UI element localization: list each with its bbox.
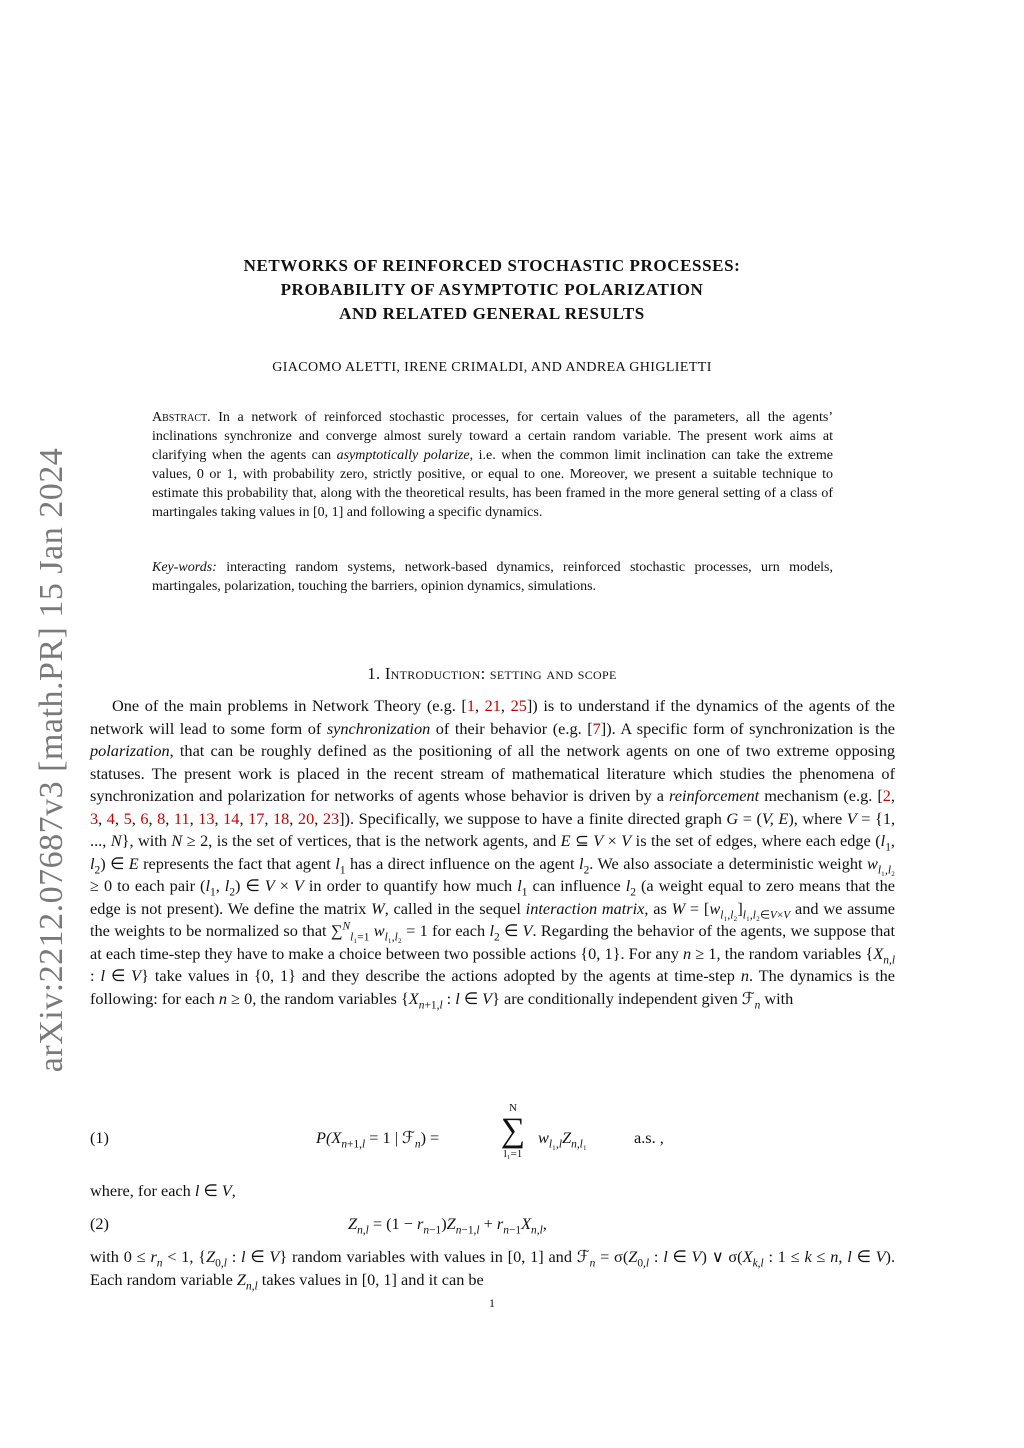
title-line-3: AND RELATED GENERAL RESULTS — [339, 304, 645, 323]
equation-2 — [90, 1212, 895, 1238]
citation-link[interactable]: 5 — [123, 808, 132, 828]
citation-link[interactable]: 11 — [173, 808, 190, 828]
citation-link[interactable]: 25 — [510, 696, 527, 715]
keywords-label: Key-words: — [152, 560, 217, 575]
title-line-1: NETWORKS OF REINFORCED STOCHASTIC PROCESSES: — [243, 256, 741, 275]
where-text: where, for each — [90, 1181, 191, 1200]
citation-link[interactable]: 2 — [882, 786, 891, 805]
where-line: where, for each l ∈ V, — [90, 1181, 236, 1200]
arxiv-sidebar-stamp — [30, 440, 74, 1080]
summation-sign: N ∑ l₁=1 — [493, 1102, 533, 1160]
citation-link[interactable]: 18 — [273, 808, 290, 828]
citation-link[interactable]: 8 — [157, 808, 166, 828]
closing-paragraph: with $0 \le r_n < 1$, {$Z_{0,l}$ : l ∈ V} random variables with values in [0, 1] and ℱ$_n$ = $\sigma(Z_{0,l}$ : l ∈ V) ∨ $\sigma(X_{k,l}$ : 1 ≤ k ≤ n, l ∈ V). Each random variable $Z_{n,l}$ takes values in [0, 1] and it can be — [90, 1247, 896, 1292]
section-title: Introduction: setting and scope — [384, 664, 617, 683]
citation-link[interactable]: 4 — [106, 808, 115, 828]
author-list: GIACOMO ALETTI, IRENE CRIMALDI, AND ANDREA GHIGLIETTI — [272, 360, 712, 375]
equation-1-rhs: $w_{l_1,l}Z_{n,l_1}$ — [538, 1128, 587, 1151]
abstract-text-2: , i.e. when the common limit inclination can take the extreme values, 0 or 1, with probability zero, strictly positive, or equal to one. Moreover, we present a suitable technique to estimate this probability that, along with the theoretical results, has been framed in the more general setting of a class of martingales taking values in [0, 1] and following a specific dynamics. — [152, 448, 833, 520]
intro-paragraph — [90, 695, 895, 1010]
equation-1-as: a.s. , — [634, 1128, 664, 1147]
intro-text: One of the main problems in Network Theory (e.g. [1, 21, 25]) is to understand if the dynamics of the agents of the network will lead to some form of synchronization of their behavior (e.g. [7]). A specific form of synchronization is the polarization, that can be roughly defined as the positioning of all the network agents on one of two extreme opposing statuses. The present work is placed in the recent stream of mathematical literature which studies the phenomena of synchronization and polarization for networks of agents whose behavior is driven by a reinforcement mechanism (e.g. [2, 3, 4, 5, 6, 8, 11, 13, 14, 17, 18, 20, 23]). Specifically, we suppose to have a finite directed graph G = (V, E), where V = {1, ..., N}, with N ≥ 2, is the set of vertices, that is the network agents, and E ⊆ V × V is the set of edges, where each edge ($l_1$, $l_2$) ∈ E represents the fact that agent $l_1$ has a direct influence on the agent $l_2$. We also associate a deterministic weight $w_{l_1,l_2} \ge 0$ to each pair ($l_1$, $l_2$) ∈ V × V in order to quantify how much $l_1$ can influence $l_2$ (a weight equal to zero means that the edge is not present). We define the matrix W, called in the sequel interaction matrix, as $W = [w_{l_1,l_2}]_{l_1,l_2\in V\times V}$ and we assume the weights to be normalized so that ∑$^N_{l_1=1}$ $w_{l_1,l_2} = 1$ for each $l_2$ ∈ V. Regarding the behavior of the agents, we suppose that at each time-step they have to make a choice between two possible actions {0, 1}. For any n ≥ 1, the random variables {$X_{n,l}$ : l ∈ V} take values in {0, 1} and they describe the actions adopted by the agents at time-step n. The dynamics is the following: for each n ≥ 0, the random variables {$X_{n+1,l}$ : l ∈ V} are conditionally independent given ℱ$_n$ with — [90, 696, 896, 1011]
citation-link[interactable]: 14 — [223, 808, 240, 828]
sum-lower-limit: l₁=1 — [503, 1148, 523, 1160]
with-word: with — [764, 988, 794, 1008]
page-number: 1 — [489, 1296, 495, 1310]
citation-link[interactable]: 1 — [466, 696, 475, 715]
abstract-emphasis: asymptotically polarize — [336, 448, 470, 463]
citation-link[interactable]: 7 — [592, 718, 601, 738]
section-number: 1. — [367, 664, 381, 683]
keywords-text: interacting random systems, network-based dynamics, reinforced stochastic processes, urn models, martingales, polarization, touching the barriers, opinion dynamics, simulations. — [152, 560, 834, 594]
section-heading — [130, 664, 854, 684]
abstract-text-1: In a network of reinforced stochastic processes, for certain values of the parameters, all the agents’ inclinations synchronize and converge almost surely toward a certain random variable. The present work aims at clarifying when the agents can — [152, 410, 833, 463]
citation-link[interactable]: 21 — [484, 696, 501, 715]
equation-2-body: $Z_{n,l} = (1 - r_{n-1})Z_{n-1,l} + r_{n-1}X_{n,l}$, — [348, 1214, 547, 1237]
title-line-2: PROBABILITY OF ASYMPTOTIC POLARIZATION — [280, 280, 704, 299]
with-text: with — [90, 1247, 119, 1266]
sum-upper-limit: N — [509, 1102, 517, 1114]
citation-link[interactable]: 23 — [322, 808, 340, 828]
abstract — [152, 408, 833, 522]
abstract-label: Abstract. — [152, 410, 211, 425]
equation-1-lhs: $P(X_{n+1,l} = 1$ | ℱ$_n$) = — [316, 1128, 440, 1151]
eq1-prob: P(X — [316, 1128, 342, 1147]
arxiv-identifier: arXiv:2212.07687v3 [math.PR] 15 Jan 2024 — [33, 447, 70, 1073]
citation-link[interactable]: 13 — [198, 808, 215, 828]
citation-link[interactable]: 20 — [297, 808, 315, 828]
equation-1-number: (1) — [90, 1128, 109, 1147]
citation-link[interactable]: 6 — [140, 808, 149, 828]
paper-title — [140, 254, 844, 326]
keywords — [152, 558, 833, 596]
equation-2-number: (2) — [90, 1214, 109, 1233]
citation-link[interactable]: 3 — [90, 808, 99, 828]
citation-link[interactable]: 17 — [248, 808, 265, 828]
equation-1 — [90, 1104, 895, 1164]
